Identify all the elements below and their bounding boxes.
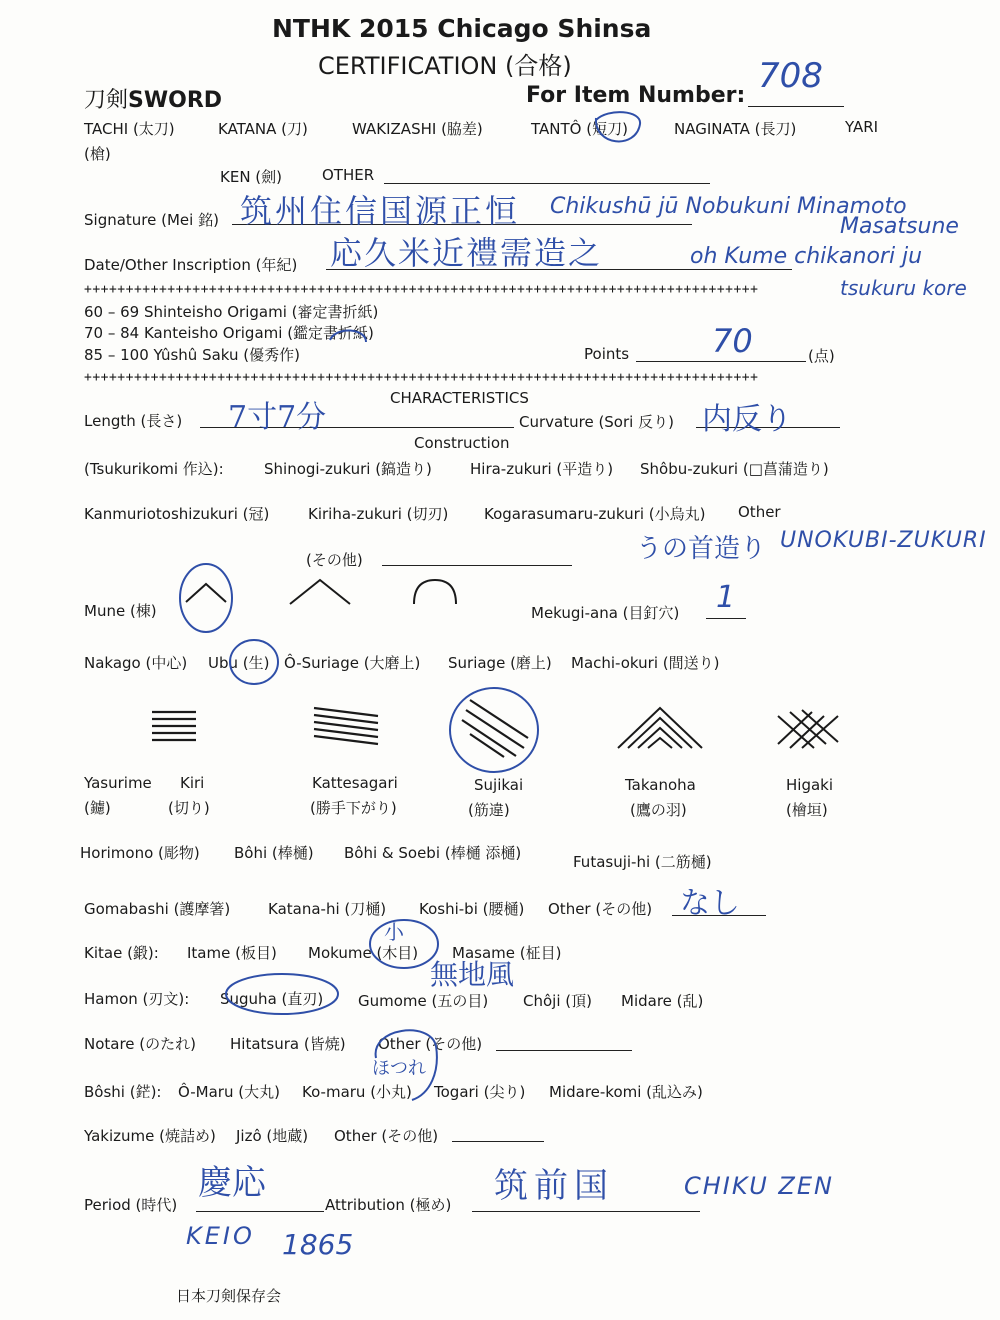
points-suffix: (点) bbox=[808, 347, 835, 365]
hamon-midare: Midare (乱) bbox=[621, 992, 704, 1010]
mekugi-label: Mekugi-ana (目釘穴) bbox=[531, 604, 680, 622]
hamon-gumome: Gumome (五の目) bbox=[358, 992, 489, 1010]
construction-other-romaji: UNOKUBI-ZUKURI bbox=[780, 528, 987, 553]
yasurime-higaki-pattern bbox=[778, 710, 838, 748]
pen-circle-komaru bbox=[376, 1030, 437, 1100]
attribution-kanji: 筑前国 bbox=[494, 1166, 614, 1206]
kitae-mokume: Mokume (木目) bbox=[308, 944, 419, 962]
period-label: Period (時代) bbox=[84, 1196, 178, 1214]
hamon-label: Hamon (刃文): bbox=[84, 990, 190, 1008]
signature-romaji-2: Masatsune bbox=[840, 214, 959, 239]
nakago-label: Nakago (中心) bbox=[84, 654, 188, 672]
type-tachi: TACHI (太刀) bbox=[84, 120, 175, 138]
hamon-suguha: Suguha (直刃) bbox=[220, 990, 324, 1008]
kiriha-zukuri: Kiriha-zukuri (切刃) bbox=[308, 505, 449, 523]
page-subtitle: CERTIFICATION (合格) bbox=[318, 52, 572, 80]
kogarasumaru-zukuri: Kogarasumaru-zukuri (小烏丸) bbox=[484, 505, 706, 523]
nakago-suriage: Suriage (磨上) bbox=[448, 654, 552, 672]
type-wakizashi: WAKIZASHI (脇差) bbox=[352, 120, 483, 138]
tsukurikomi-label: (Tsukurikomi 作込): bbox=[84, 460, 224, 478]
points-label: Points bbox=[584, 345, 630, 363]
kitae-itame: Itame (板目) bbox=[187, 944, 277, 962]
attribution-romaji: CHIKU ZEN bbox=[684, 1172, 834, 1200]
boshi-omaru: Ô-Maru (大丸) bbox=[178, 1083, 280, 1101]
yasurime-label-jp: (鑢) bbox=[84, 799, 111, 817]
date-label: Date/Other Inscription (年紀) bbox=[84, 256, 298, 274]
yasurime-sujikai: Sujikai bbox=[474, 776, 524, 794]
period-year: 1865 bbox=[282, 1228, 354, 1261]
sword-label-jp: 刀剣 bbox=[84, 88, 129, 113]
kanmuri-zukuri: Kanmuriotoshizukuri (冠) bbox=[84, 505, 270, 523]
construction-other-kanji: うの首造り bbox=[636, 534, 767, 564]
boshi-togari: Togari (尖り) bbox=[434, 1083, 526, 1101]
points-value: 70 bbox=[712, 322, 753, 360]
kitae-masame: Masame (柾目) bbox=[452, 944, 562, 962]
grade-yushu: 85 – 100 Yûshû Saku (優秀作) bbox=[84, 346, 300, 364]
hamon-other-note: ほつれ bbox=[372, 1058, 426, 1079]
hamon-other: Other (その他) bbox=[378, 1035, 483, 1053]
hamon-notare: Notare (のたれ) bbox=[84, 1035, 197, 1053]
yasurime-sujikai-pattern bbox=[462, 700, 528, 757]
pen-circle-sujikai bbox=[450, 688, 538, 772]
nakago-machiokuri: Machi-okuri (間送り) bbox=[571, 654, 720, 672]
pen-mark-kanteisho bbox=[330, 330, 366, 342]
boshi-other: Other (その他) bbox=[334, 1127, 439, 1145]
boshi-midarekomi: Midare-komi (乱込み) bbox=[549, 1083, 703, 1101]
mune-maru-shape bbox=[414, 580, 456, 604]
period-romaji: KEIO bbox=[186, 1222, 255, 1250]
hamon-hitatsura: Hitatsura (皆焼) bbox=[230, 1035, 346, 1053]
yasurime-takanoha-pattern bbox=[618, 708, 702, 748]
length-value: 7寸7分 bbox=[228, 400, 327, 435]
pen-circle-mokume bbox=[370, 920, 438, 968]
construction-other-jp: (その他) bbox=[306, 551, 363, 569]
page-title: NTHK 2015 Chicago Shinsa bbox=[272, 14, 652, 43]
horimono-katanahi: Katana-hi (刀樋) bbox=[268, 900, 387, 918]
type-katana: KATANA (刀) bbox=[218, 120, 308, 138]
shobu-zukuri: Shôbu-zukuri (□菖蒲造り) bbox=[640, 460, 829, 478]
attribution-label: Attribution (極め) bbox=[325, 1196, 452, 1214]
yasurime-label: Yasurime bbox=[84, 774, 152, 792]
nakago-ubu: Ubu (生) bbox=[208, 654, 270, 672]
hira-zukuri: Hira-zukuri (平造り) bbox=[470, 460, 614, 478]
horimono-futasuji: Futasuji-hi (二筋樋) bbox=[573, 853, 712, 871]
yasurime-kiri-pattern bbox=[152, 712, 196, 740]
horimono-koshibi: Koshi-bi (腰樋) bbox=[419, 900, 525, 918]
pen-circle-tanto bbox=[596, 112, 640, 141]
boshi-komaru: Ko-maru (小丸) bbox=[302, 1083, 412, 1101]
yasurime-takanoha-jp: (鷹の羽) bbox=[630, 801, 687, 819]
yasurime-higaki-jp: (檜垣) bbox=[786, 801, 828, 819]
mune-label: Mune (棟) bbox=[84, 602, 157, 620]
grade-shinteisho: 60 – 69 Shinteisho Origami (審定書折紙) bbox=[84, 303, 379, 321]
item-number-value: 708 bbox=[758, 56, 823, 96]
pen-circle-ubu bbox=[230, 640, 278, 684]
type-yari: YARI bbox=[845, 118, 879, 136]
horimono-bohi-soebi: Bôhi & Soebi (棒樋 添樋) bbox=[344, 844, 522, 862]
curvature-value: 内反り bbox=[702, 402, 792, 437]
mune-iori-shape bbox=[186, 584, 226, 602]
yasurime-kiri: Kiri bbox=[180, 774, 205, 792]
characteristics-heading: CHARACTERISTICS bbox=[390, 389, 529, 407]
item-number-label: For Item Number: bbox=[526, 83, 746, 108]
yasurime-kiri-jp: (切り) bbox=[168, 799, 210, 817]
pen-marks bbox=[180, 112, 640, 1100]
grade-kanteisho: 70 – 84 Kanteisho Origami (鑑定書折紙) bbox=[84, 324, 374, 342]
kitae-note: 無地風 bbox=[430, 958, 515, 991]
yasurime-sujikai-jp: (筋違) bbox=[468, 801, 510, 819]
yasurime-higaki: Higaki bbox=[786, 776, 834, 794]
sword-label-en: SWORD bbox=[128, 88, 223, 113]
signature-label: Signature (Mei 銘) bbox=[84, 211, 219, 229]
curvature-label: Curvature (Sori 反り) bbox=[519, 413, 674, 431]
date-romaji-2: tsukuru kore bbox=[840, 276, 967, 300]
mekugi-value: 1 bbox=[716, 580, 736, 615]
date-kanji: 応久米近禮需造之 bbox=[330, 234, 603, 272]
horimono-label: Horimono (彫物) bbox=[80, 844, 200, 862]
nakago-osuriage: Ô-Suriage (大磨上) bbox=[284, 654, 421, 672]
yasurime-kattesagari: Kattesagari bbox=[312, 774, 398, 792]
mune-mitsu-shape bbox=[290, 580, 350, 604]
signature-romaji: Chikushū jū Nobukuni Minamoto bbox=[550, 194, 907, 219]
type-other: OTHER bbox=[322, 166, 375, 184]
mune-shapes bbox=[186, 580, 456, 604]
yasurime-kattesagari-jp: (勝手下がり) bbox=[310, 799, 397, 817]
divider-1: +++++++++++++++++++++++++++++++++++++++++++++++++++++++++++++++++++++++++++++++++ bbox=[84, 282, 759, 297]
construction-heading: Construction bbox=[414, 434, 510, 452]
boshi-jizo: Jizô (地蔵) bbox=[236, 1127, 309, 1145]
pen-circle-mune bbox=[180, 564, 232, 632]
construction-other: Other bbox=[738, 503, 781, 521]
period-kanji: 慶応 bbox=[198, 1163, 266, 1203]
yasurime-takanoha: Takanoha bbox=[625, 776, 696, 794]
horimono-bohi: Bôhi (棒樋) bbox=[234, 844, 314, 862]
shinogi-zukuri: Shinogi-zukuri (鎬造り) bbox=[264, 460, 432, 478]
type-yari-kanji: (槍) bbox=[84, 145, 111, 163]
type-tanto: TANTÔ (短刀) bbox=[531, 120, 628, 138]
date-romaji: oh Kume chikanori ju bbox=[690, 244, 923, 269]
type-naginata: NAGINATA (長刀) bbox=[674, 120, 797, 138]
type-ken: KEN (劍) bbox=[220, 168, 283, 186]
horimono-other: Other (その他) bbox=[548, 900, 653, 918]
kitae-mokume-note: 小 bbox=[384, 920, 404, 944]
kitae-label: Kitae (鍛): bbox=[84, 944, 159, 962]
footer-org: 日本刀剣保存会 bbox=[176, 1287, 282, 1305]
signature-kanji: 筑州住信国源正恒 bbox=[240, 192, 521, 230]
pen-circle-suguha bbox=[226, 974, 338, 1014]
length-label: Length (長さ) bbox=[84, 412, 183, 430]
boshi-yakizume: Yakizume (焼詰め) bbox=[84, 1127, 216, 1145]
hamon-choji: Chôji (頂) bbox=[523, 992, 592, 1010]
horimono-other-value: なし bbox=[680, 886, 740, 921]
yasurime-kattesagari-pattern bbox=[314, 708, 378, 744]
divider-2: +++++++++++++++++++++++++++++++++++++++++++++++++++++++++++++++++++++++++++++++++ bbox=[84, 370, 759, 385]
horimono-gomabashi: Gomabashi (護摩箸) bbox=[84, 900, 231, 918]
boshi-label: Bôshi (鋩): bbox=[84, 1083, 162, 1101]
